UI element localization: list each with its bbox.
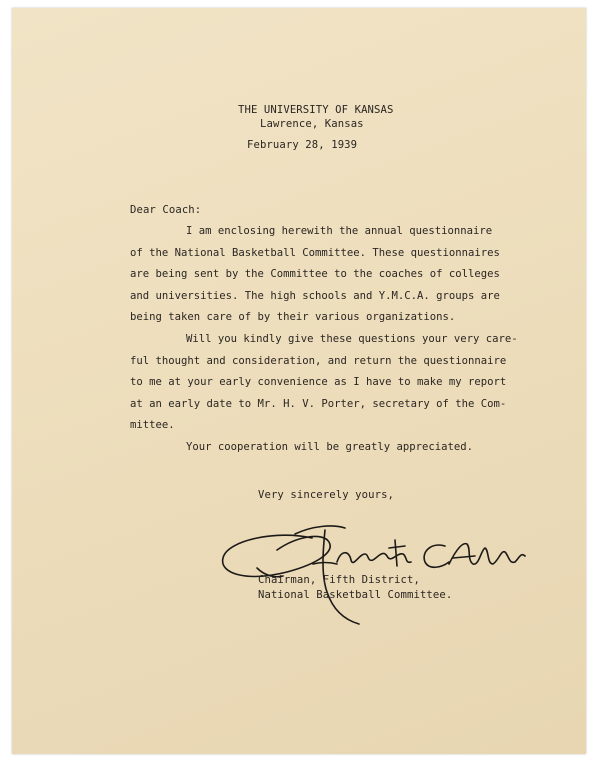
letterhead-city: Lawrence, Kansas [260,118,364,130]
salutation: Dear Coach: [130,204,202,216]
paragraph-line: to me at your early convenience as I have to make my report [130,376,507,388]
signer-organization: National Basketball Committee. [258,589,453,601]
letter-page [12,8,586,754]
paragraph-2 [130,329,518,437]
paragraph-line: are being sent by the Committee to the coaches of colleges [130,268,500,280]
paragraph-1 [130,221,500,329]
paragraph-line: and universities. The high schools and Y.M.C.A. groups are [130,289,500,302]
letterhead-institution: THE UNIVERSITY OF KANSAS [238,104,394,116]
paragraph-line: I am enclosing herewith the annual questionnaire [186,225,493,237]
paragraph-line: Will you kindly give these questions your very care- [186,333,518,345]
paragraph-line: being taken care of by their various organizations. [130,311,456,323]
paragraph-line: at an early date to Mr. H. V. Porter, secretary of the Com- [130,397,507,410]
paragraph-line: of the National Basketball Committee. These questionnaires [130,246,500,259]
paragraph-line: mittee. [130,419,175,431]
closing: Very sincerely yours, [258,489,395,501]
paragraph-line: ful thought and consideration, and return the questionnaire [130,354,507,367]
paragraph-line: Your cooperation will be greatly appreciated. [186,441,474,453]
paragraph-3 [130,437,474,459]
letter-date: February 28, 1939 [247,139,358,151]
signer-title: Chairman, Fifth District, [258,574,420,586]
